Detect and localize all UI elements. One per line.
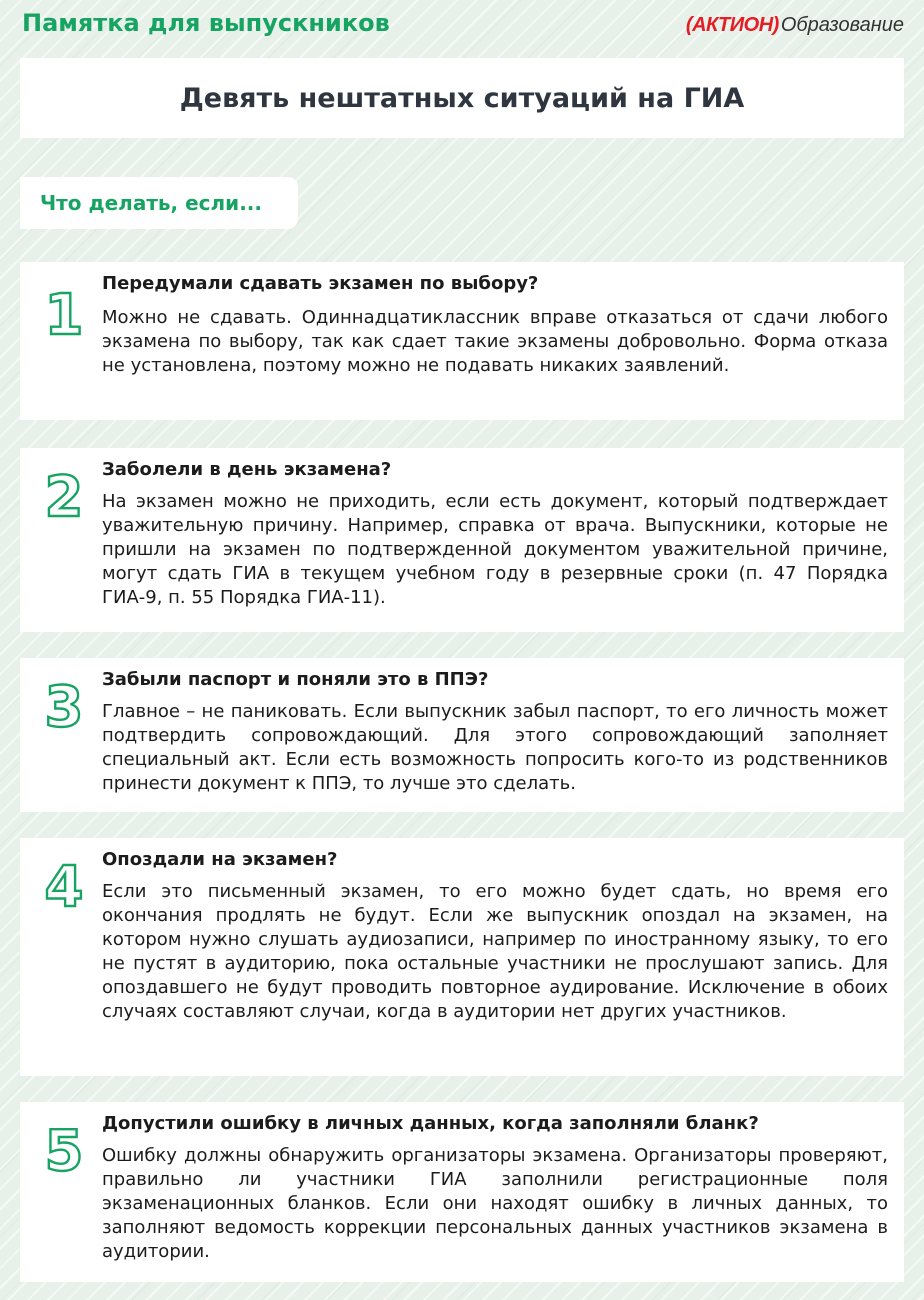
situation-card-4 — [20, 838, 904, 1076]
header-title: Памятка для выпускников — [22, 9, 390, 37]
question-1: Передумали сдавать экзамен по выбору? — [102, 273, 539, 294]
logo-subtitle: Образование — [780, 13, 904, 36]
number-3: 3 — [44, 675, 84, 732]
number-badge-5 — [34, 1116, 94, 1176]
question-3: Забыли паспорт и поняли это в ППЭ? — [102, 669, 489, 690]
subtitle: Что делать, если... — [40, 191, 262, 215]
number-badge-3 — [34, 672, 94, 732]
number-badge-2 — [34, 462, 94, 522]
situation-card-5 — [20, 1102, 904, 1282]
answer-2: На экзамен можно не приходить, если есть документ, который подтверждает уважительную причину. Например, справка от врача. Выпускники, которые не пришли на экзамен по подтвержденной документом уважительной причине, могут сдать ГИА в текущем учебном году в резервные сроки (п. 47 Порядка ГИА-9, п. 55 Порядка ГИА-11). — [102, 491, 888, 608]
question-2: Заболели в день экзамена? — [102, 459, 392, 480]
answer-5: Ошибку должны обнаружить организаторы экзамена. Организаторы проверяют, правильно ли участники ГИА заполнили регистрационные поля экзаменационных бланков. Если они находят ошибку в личных данных, то заполняют ведомость коррекции персональных данных участников экзамена в аудитории. — [102, 1145, 888, 1262]
subtitle-box — [20, 177, 298, 229]
situation-card-3 — [20, 658, 904, 812]
main-title: Девять нештатных ситуаций на ГИА — [179, 82, 745, 114]
main-title-box — [20, 58, 904, 138]
answer-3: Главное – не паниковать. Если выпускник забыл паспорт, то его личность может подтвердить сопровождающий. Для этого сопровождающий заполняет специальный акт. Если есть возможность попросить кого-то из родственников принести документ к ППЭ, то лучше это сделать. — [102, 701, 888, 794]
number-badge-1 — [34, 280, 94, 340]
answer-1: Можно не сдавать. Одиннадцатиклассник вправе отказаться от сдачи любого экзамена по выбору, так как сдает такие экзамены добровольно. Форма отказа не установлена, поэтому можно не подавать никаких заявлений. — [102, 307, 888, 376]
situation-card-1 — [20, 262, 904, 420]
situation-card-2 — [20, 448, 904, 632]
question-4: Опоздали на экзамен? — [102, 849, 338, 870]
logo-brand: (АКТИОН) — [685, 13, 779, 36]
page-header — [0, 0, 924, 54]
number-2: 2 — [44, 465, 84, 522]
number-5: 5 — [44, 1119, 84, 1176]
answer-4: Если это письменный экзамен, то его можно будет сдать, но время его окончания продлять не будут. Если же выпускник опоздал на экзамен, на котором нужно слушать аудиозаписи, например по иностранному языку, то его не пустят в аудиторию, пока остальные участники не прослушают запись. Для опоздавшего не будут проводить повторное аудирование. Исключение в обоих случаях составляют случаи, когда в аудитории нет других участников. — [102, 881, 888, 1022]
number-1: 1 — [44, 283, 84, 340]
question-5: Допустили ошибку в личных данных, когда заполняли бланк? — [102, 1113, 759, 1134]
number-4: 4 — [44, 855, 84, 912]
number-badge-4 — [34, 852, 94, 912]
aktion-logo — [686, 10, 904, 40]
